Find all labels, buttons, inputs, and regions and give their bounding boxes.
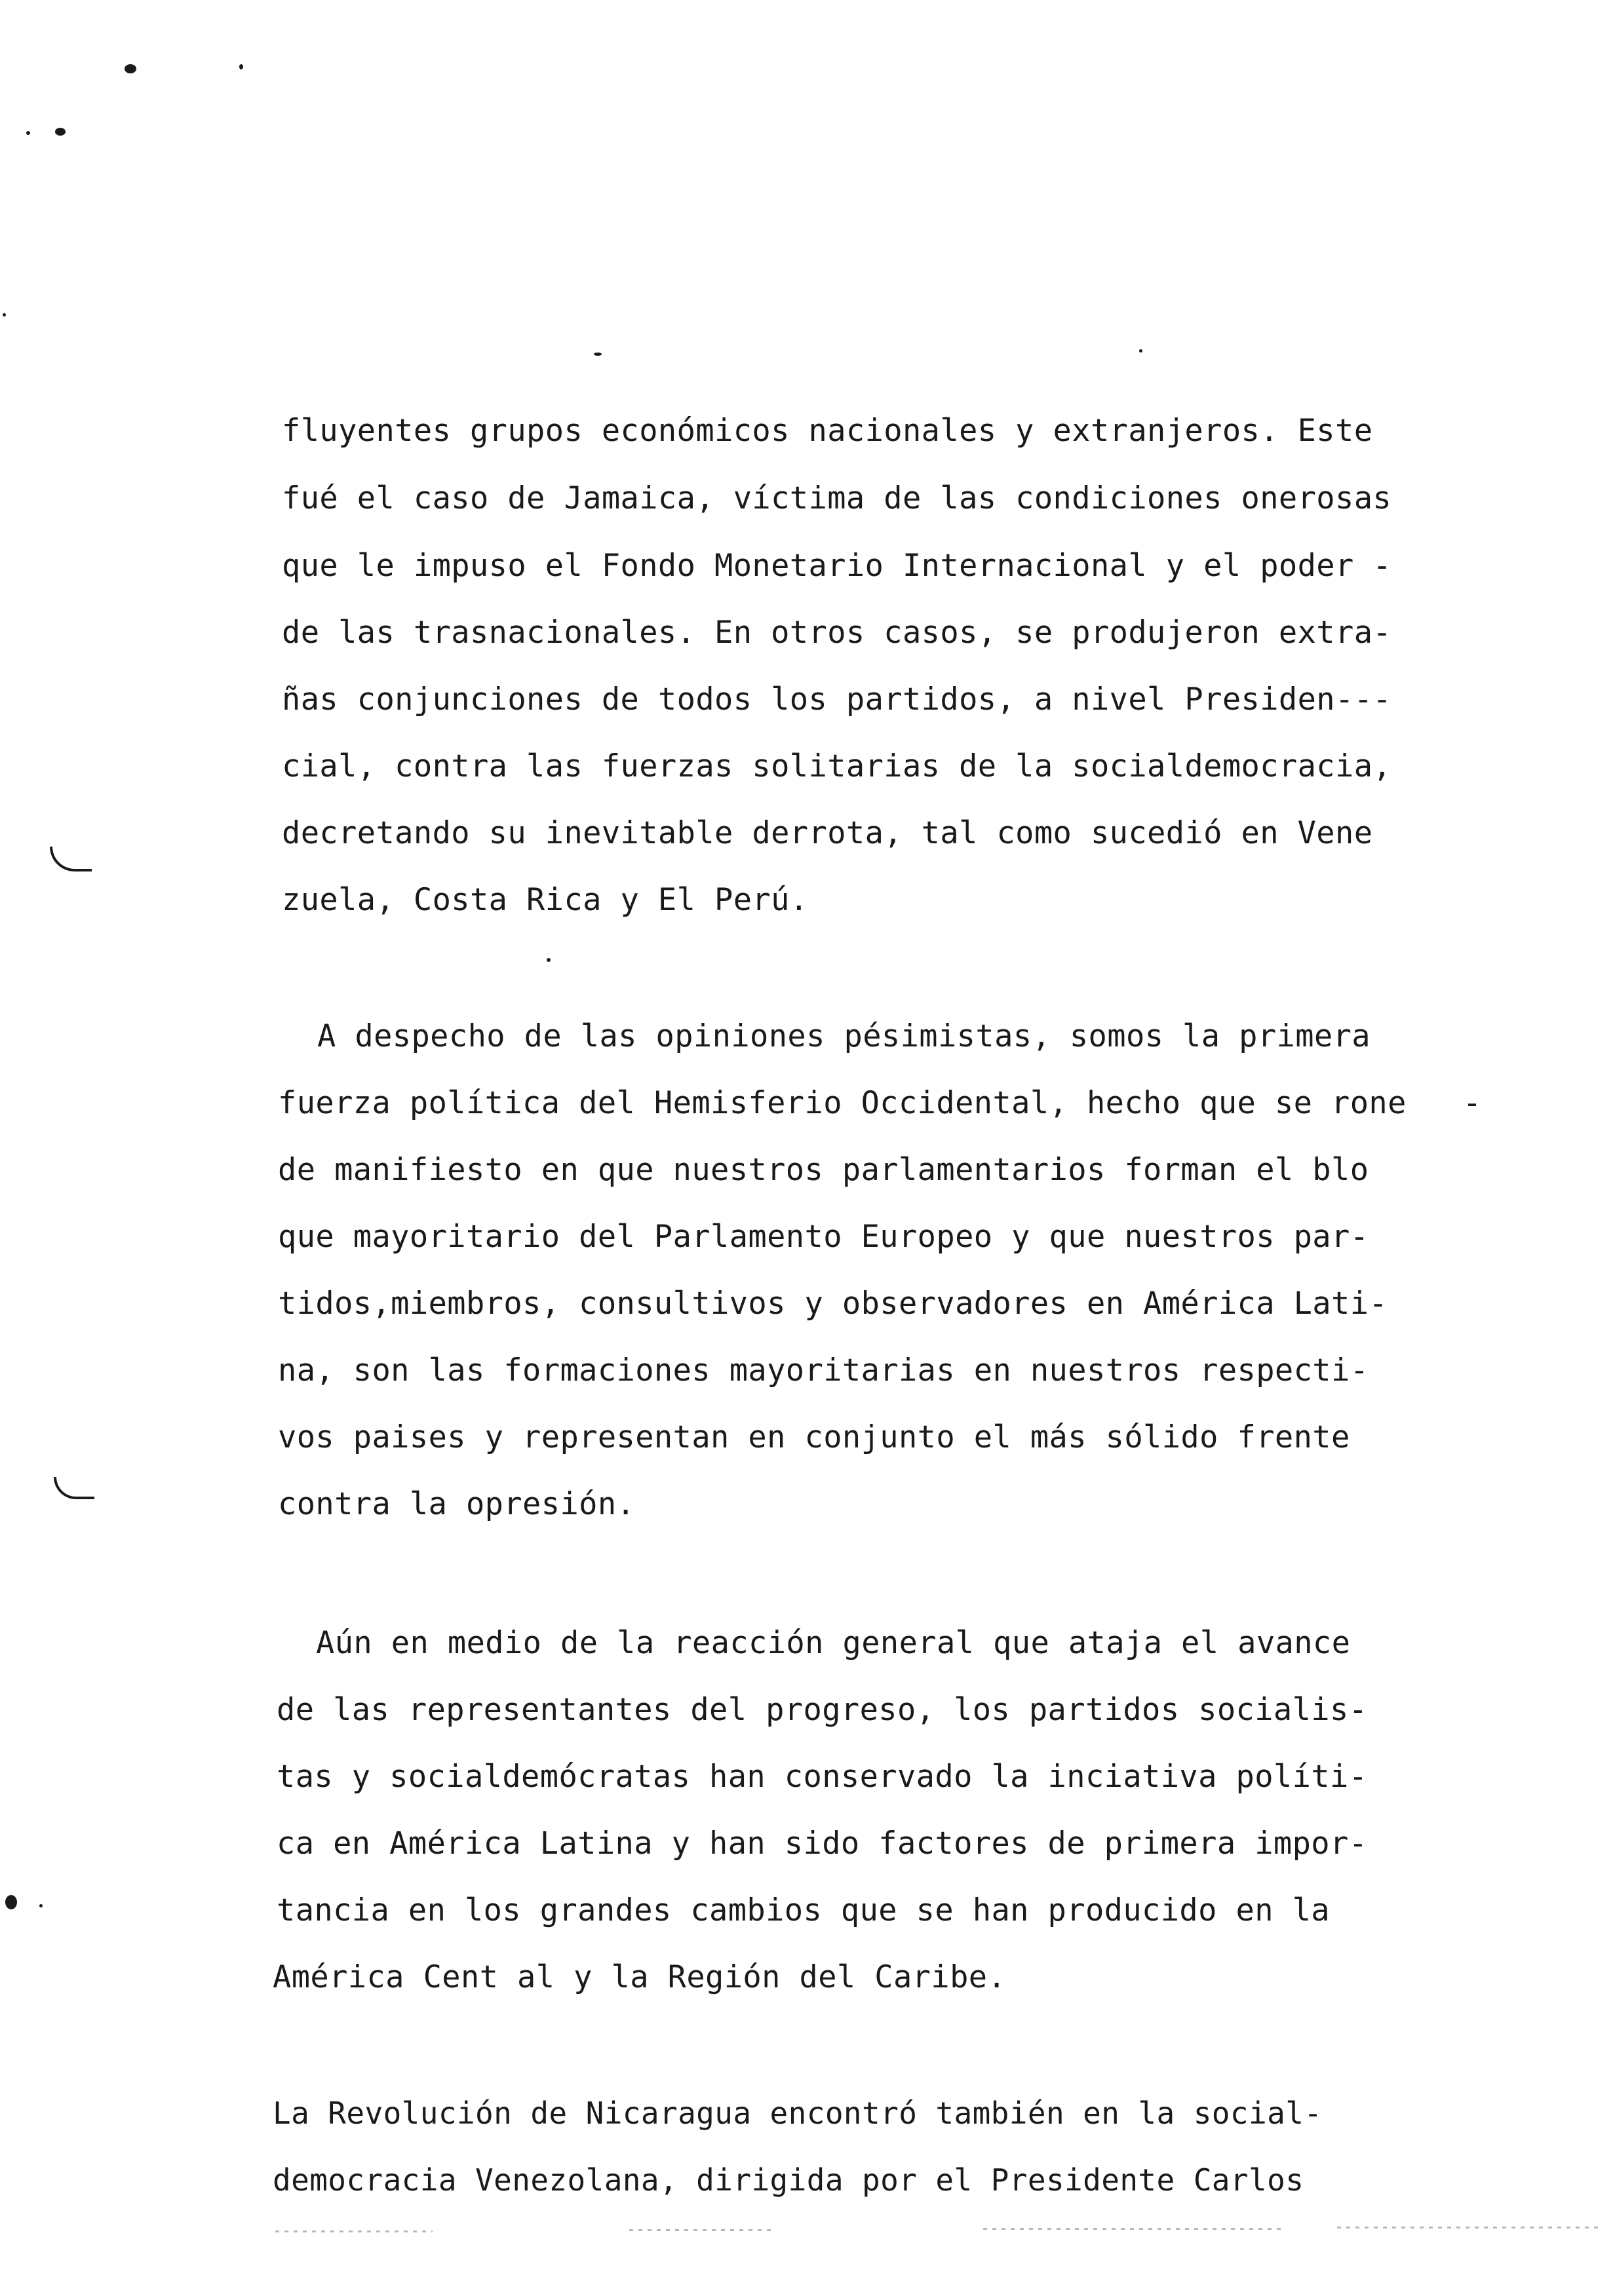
scan-speck xyxy=(1139,349,1142,353)
text-line: de las trasnacionales. En otros casos, se produjeron extra- xyxy=(282,615,1392,651)
scan-speck xyxy=(594,353,602,356)
scan-noise xyxy=(629,2229,773,2231)
scan-speck xyxy=(3,313,6,316)
scan-speck xyxy=(547,958,551,962)
text-line: fluyentes grupos económicos nacionales y extranjeros. Este xyxy=(282,413,1373,449)
text-line: vos paises y representan en conjunto el más sólido frente xyxy=(278,1419,1350,1455)
margin-arc-mark xyxy=(50,847,92,871)
text-line: cial, contra las fuerzas solitarias de la socialdemocracia, xyxy=(282,748,1392,784)
text-line: tidos,miembros, consultivos y observadores en América Lati- xyxy=(278,1286,1388,1322)
text-line: decretando su inevitable derrota, tal como sucedió en Vene xyxy=(282,815,1373,851)
scan-noise xyxy=(983,2228,1285,2230)
text-line: que le impuso el Fondo Monetario Internacional y el poder - xyxy=(282,548,1392,584)
scan-noise xyxy=(275,2230,433,2232)
text-line: América Cent al y la Región del Caribe. xyxy=(273,1959,1007,1995)
text-line: fuerza política del Hemisferio Occidental, hecho que se rone - xyxy=(278,1085,1482,1121)
text-line: que mayoritario del Parlamento Europeo y que nuestros par- xyxy=(278,1219,1369,1255)
text-line: contra la opresión. xyxy=(278,1486,636,1522)
text-line: de manifiesto en que nuestros parlamentarios forman el blo xyxy=(278,1152,1369,1188)
text-line: na, son las formaciones mayoritarias en nuestros respecti- xyxy=(278,1352,1369,1388)
text-line: zuela, Costa Rica y El Perú. xyxy=(282,882,809,918)
scan-noise xyxy=(1337,2227,1599,2229)
scan-speck xyxy=(5,1895,17,1909)
text-line: tas y socialdemócratas han conservado la inciativa políti- xyxy=(277,1759,1368,1795)
scan-speck xyxy=(239,64,243,69)
text-line: fué el caso de Jamaica, víctima de las condiciones onerosas xyxy=(282,480,1392,516)
text-line: Aún en medio de la reacción general que ataja el avance xyxy=(316,1625,1351,1661)
text-line: ñas conjunciones de todos los partidos, a nivel Presiden--- xyxy=(282,681,1392,718)
text-line: de las representantes del progreso, los partidos socialis- xyxy=(277,1692,1368,1728)
text-line: ca en América Latina y han sido factores de primera impor- xyxy=(277,1826,1368,1862)
text-line: democracia Venezolana, dirigida por el Presidente Carlos xyxy=(273,2162,1304,2198)
text-line: La Revolución de Nicaragua encontró también en la social- xyxy=(273,2095,1323,2131)
scan-speck xyxy=(125,64,136,73)
margin-arc-mark xyxy=(54,1477,94,1499)
scan-speck xyxy=(26,131,30,135)
text-line: tancia en los grandes cambios que se han producido en la xyxy=(277,1892,1330,1928)
scan-speck xyxy=(39,1904,43,1907)
text-line: A despecho de las opiniones pésimistas, somos la primera xyxy=(317,1018,1371,1054)
scan-speck xyxy=(55,128,66,136)
